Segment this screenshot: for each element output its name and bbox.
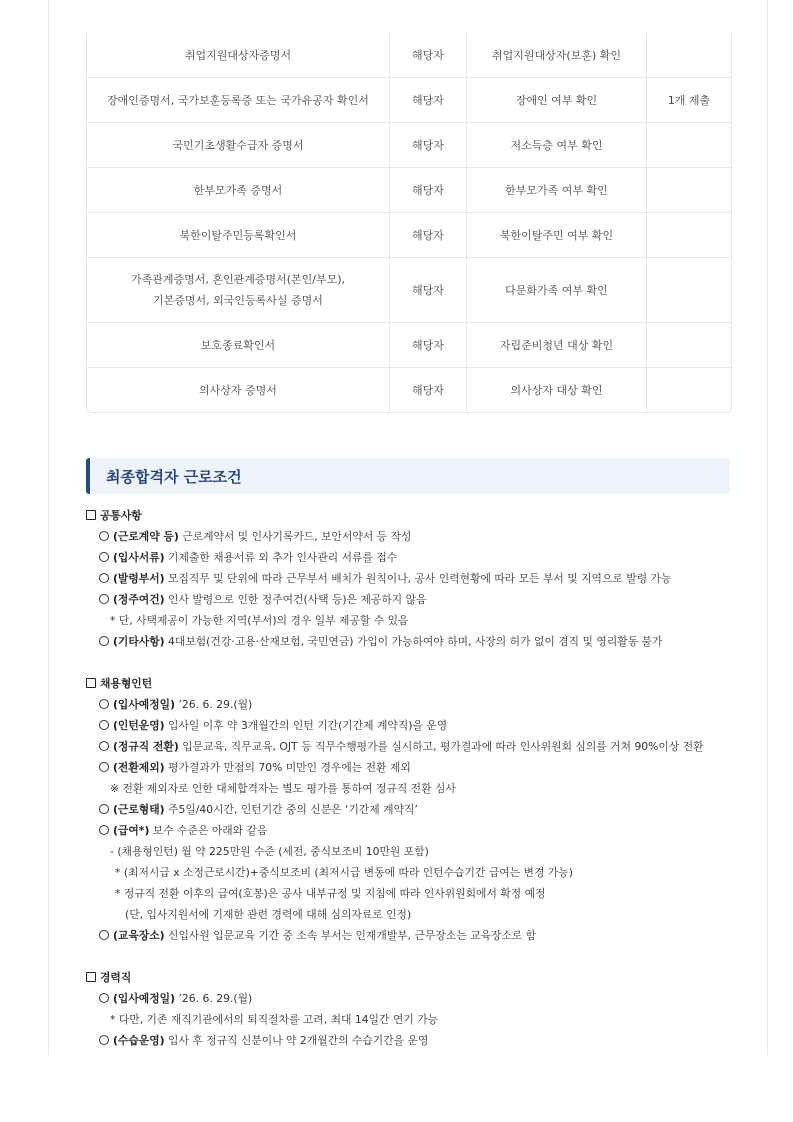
document-name [87,258,390,322]
list-item: (정규직 전환) 입문교육, 직무교육, OJT 등 직무수행평가를 실시하고, 평가결과에 따라 인사위원회 심의를 거쳐 90%이상 전환 [86,736,746,757]
target-cell: 해당자 [390,33,467,77]
note-cell [647,213,731,257]
list-item: (정주여건) 인사 발령으로 인한 정주여건(사택 등)은 제공하지 않음 [86,589,746,610]
purpose-cell: 의사상자 대상 확인 [467,368,647,412]
circle-bullet-icon [99,993,109,1003]
list-item: (입사예정일) ’26. 6. 29.(월) [86,694,746,715]
circle-bullet-icon [99,930,109,940]
target-cell: 해당자 [390,258,467,322]
list-item: (근로형태) 주5일/40시간, 인턴기간 중의 신분은 ‘기간제 계약직’ [86,799,746,820]
common-heading: 공통사항 [86,505,746,526]
document-name: 한부모가족 증명서 [87,168,390,212]
table-row [87,212,731,257]
note-cell [647,33,731,77]
target-cell: 해당자 [390,323,467,367]
circle-bullet-icon [99,762,109,772]
table-row [87,122,731,167]
circle-bullet-icon [99,552,109,562]
note-line: * 다만, 기존 재직기관에서의 퇴직절차를 고려, 최대 14일간 연기 가능 [110,1013,439,1026]
list-item: (입사예정일) ’26. 6. 29.(월) [86,988,746,1009]
circle-bullet-icon [99,573,109,583]
list-item: (급여*) 보수 수준은 아래와 같음 [86,820,746,841]
circle-bullet-icon [99,531,109,541]
purpose-cell: 장애인 여부 확인 [467,78,647,122]
spacer [86,946,746,967]
target-cell: 해당자 [390,368,467,412]
working-conditions-body [86,505,746,1051]
purpose-cell: 다문화가족 여부 확인 [467,258,647,322]
table-row [87,257,731,322]
section-heading [86,458,730,494]
circle-bullet-icon [99,825,109,835]
target-cell: 해당자 [390,123,467,167]
square-bullet-icon [86,510,96,520]
list-item: (인턴운영) 입사일 이후 약 3개월간의 인턴 기간(기간제 계약직)을 운영 [86,715,746,736]
list-item: (발령부서) 모집직무 및 단위에 따라 근무부서 배치가 원칙이나, 공사 인력현황에 따라 모든 부서 및 지역으로 발령 가능 [86,568,746,589]
document-name: 장애인증명서, 국가보훈등록증 또는 국가유공자 확인서 [87,78,390,122]
pay-detail-line: - (채용형인턴) 월 약 225만원 수준 (세전, 중식보조비 10만원 포함) [110,845,429,858]
target-cell: 해당자 [390,168,467,212]
section-heading-text: 최종합격자 근로조건 [106,468,242,486]
note-line: * 정규직 전환 이후의 급여(호봉)은 공사 내부규정 및 지침에 따라 인사위원회에서 확정 예정 [115,887,546,900]
note-line: * (최저시급 x 소정근로시간)+중식보조비 (최저시급 변동에 따라 인턴수습기간 급여는 변경 가능) [115,866,573,879]
document-name-line2: 기본증명서, 외국인등록사실 증명서 [153,294,323,307]
purpose-cell: 취업지원대상자(보훈) 확인 [467,33,647,77]
career-heading: 경력직 [86,967,746,988]
note-cell [647,123,731,167]
square-bullet-icon [86,972,96,982]
list-item: (근로계약 등) 근로계약서 및 인사기록카드, 보안서약서 등 작성 [86,526,746,547]
circle-bullet-icon [99,636,109,646]
note-cell: 1개 제출 [667,93,711,107]
document-name: 취업지원대상자증명서 [87,33,390,77]
note-cell [647,323,731,367]
list-item: (수습운영) 입사 후 정규직 신분이나 약 2개월간의 수습기간을 운영 [86,1030,746,1051]
list-item: (전환제외) 평가결과가 만점의 70% 미만인 경우에는 전환 제외 [86,757,746,778]
circle-bullet-icon [99,804,109,814]
note-line: (단, 입사지원서에 기재한 관련 경력에 대해 심의자료로 인정) [125,908,412,921]
target-cell: 해당자 [390,213,467,257]
circle-bullet-icon [99,594,109,604]
intern-heading: 채용형인턴 [86,673,746,694]
note-line: * 단, 사택제공이 가능한 지역(부서)의 경우 일부 제공할 수 있음 [110,614,409,627]
note-cell [647,168,731,212]
list-item: (입사서류) 기제출한 채용서류 외 추가 인사관리 서류를 접수 [86,547,746,568]
spacer [86,652,746,673]
document-name: 국민기초생활수급자 증명서 [87,123,390,167]
note-cell [647,368,731,412]
square-bullet-icon [86,678,96,688]
table-row [87,322,731,367]
purpose-cell: 한부모가족 여부 확인 [467,168,647,212]
circle-bullet-icon [99,1035,109,1045]
circle-bullet-icon [99,699,109,709]
table-row [87,77,731,122]
table-row [87,33,731,77]
purpose-cell: 자립준비청년 대상 확인 [467,323,647,367]
list-item: (기타사항) 4대보험(건강·고용·산재보험, 국민연금) 가입이 가능하여야 하며, 사장의 허가 없이 겸직 및 영리활동 불가 [86,631,746,652]
document-name-line1: 가족관계증명서, 혼인관계증명서(본인/부모), [130,273,346,286]
document-name: 의사상자 증명서 [87,368,390,412]
target-cell: 해당자 [390,78,467,122]
list-item: (교육장소) 신입사원 입문교육 기간 중 소속 부서는 인재개발부, 근무장소는 교육장소로 함 [86,925,746,946]
table-row [87,367,731,412]
circle-bullet-icon [99,720,109,730]
document-name: 보호종료확인서 [87,323,390,367]
table-row [87,167,731,212]
note-cell [647,258,731,322]
document-name: 북한이탈주민등록확인서 [87,213,390,257]
note-line: ※ 전환 제외자로 인한 대체합격자는 별도 평가를 통하여 정규직 전환 심사 [110,782,456,795]
purpose-cell: 저소득층 여부 확인 [467,123,647,167]
purpose-cell: 북한이탈주민 여부 확인 [467,213,647,257]
circle-bullet-icon [99,741,109,751]
required-documents-table [86,33,732,413]
